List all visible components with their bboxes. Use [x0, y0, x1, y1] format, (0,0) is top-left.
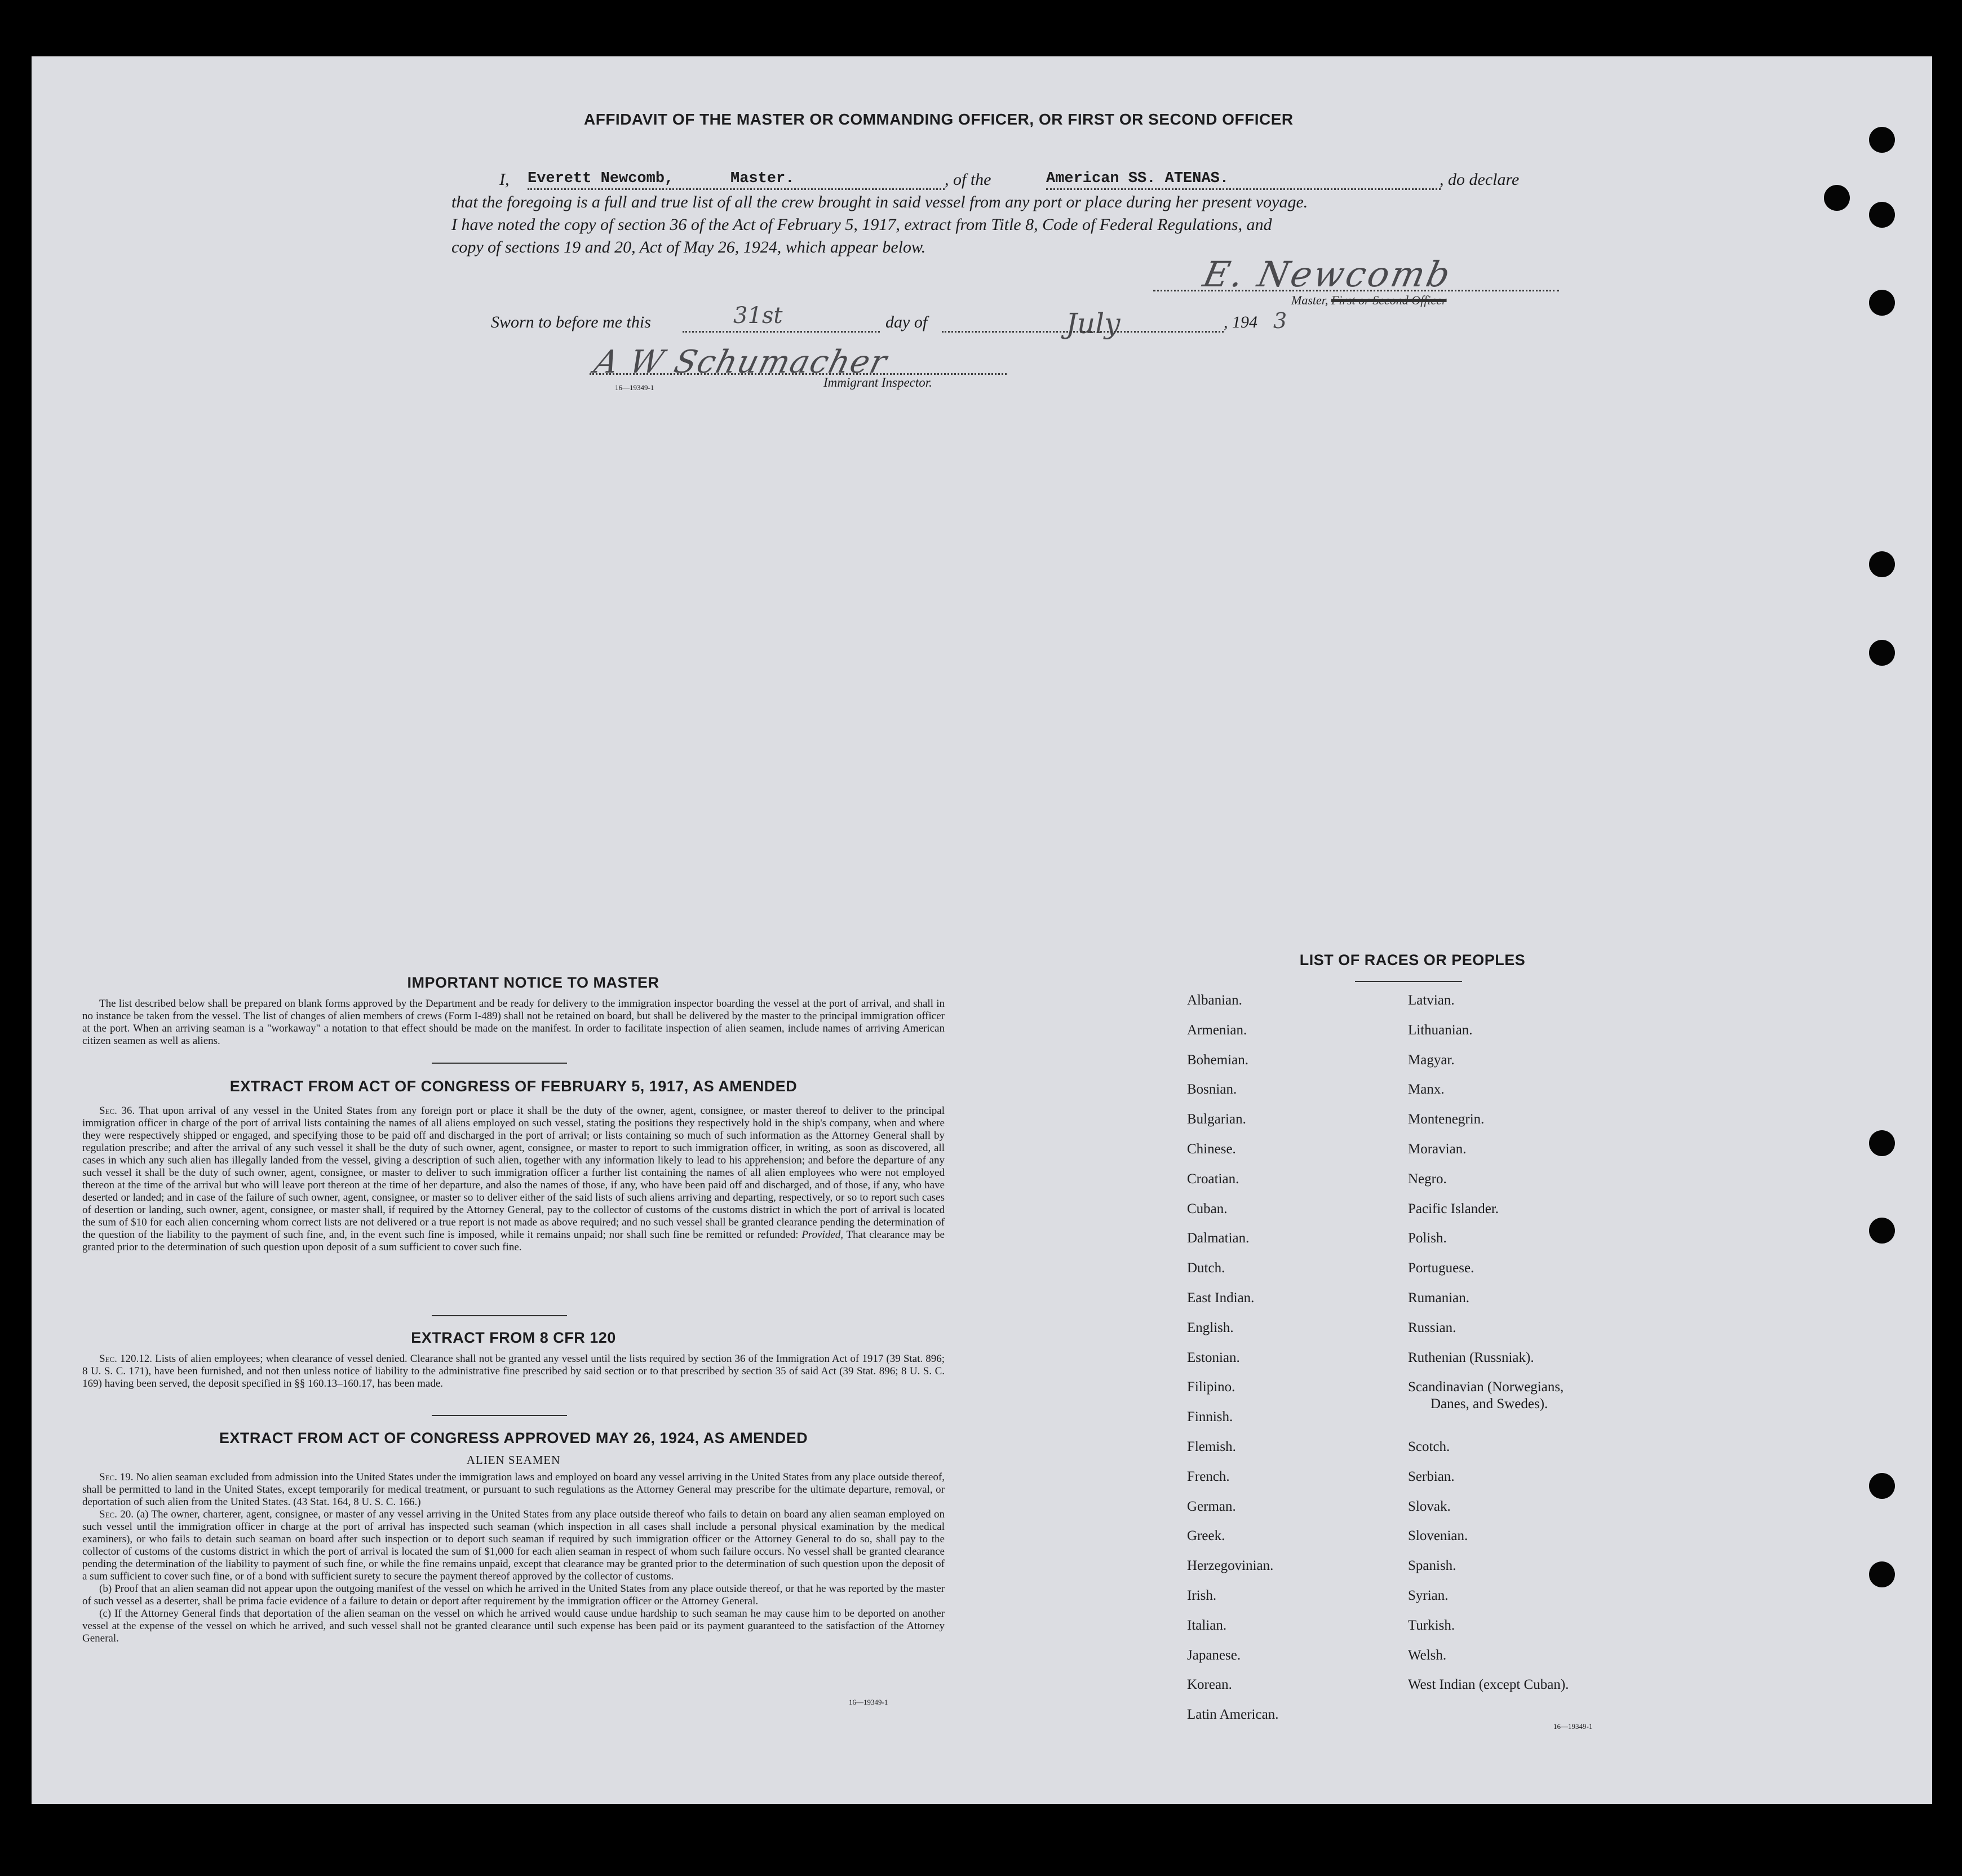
notice-body: [82, 998, 945, 1047]
race-item: Syrian.: [1408, 1587, 1449, 1603]
signature-caption: [1291, 293, 1447, 308]
alien-seamen-subtitle: ALIEN SEAMEN: [466, 1453, 561, 1467]
race-item: Bosnian.: [1187, 1082, 1237, 1098]
section-20c-paragraph: (c) If the Attorney General finds that deportation of the alien seaman on the vessel on which he arrived would cause undue hardship to such seaman he may cause him to be deported on another vessel at the expense of the vessel on which he arrived, and such vessel shall not be granted clearance until such expense has been paid or its payment guaranteed to the satisfaction of the Attorney General.: [82, 1608, 945, 1644]
race-item: Manx.: [1408, 1082, 1445, 1098]
race-item: Danes, and Swedes).: [1430, 1396, 1548, 1412]
extract-1924-body: [82, 1471, 945, 1645]
race-item: Polish.: [1408, 1231, 1447, 1246]
race-item: Korean.: [1187, 1677, 1232, 1693]
race-item: Bulgarian.: [1187, 1112, 1246, 1127]
section-20a-paragraph: [82, 1508, 945, 1583]
struck-officer-caption: First or Second Officer: [1331, 293, 1447, 307]
race-item: East Indian.: [1187, 1290, 1255, 1306]
race-item: Bohemian.: [1187, 1052, 1249, 1068]
race-item: Herzegovinian.: [1187, 1558, 1274, 1574]
race-item: Latin American.: [1187, 1707, 1279, 1723]
punch-hole: [1869, 1561, 1895, 1587]
punch-hole: [1869, 1130, 1895, 1156]
race-item: Japanese.: [1187, 1647, 1241, 1663]
sworn-line: [491, 303, 1336, 347]
document-page: [32, 56, 1932, 1804]
notice-title: IMPORTANT NOTICE TO MASTER: [407, 974, 659, 991]
race-item: Russian.: [1408, 1320, 1456, 1335]
extract-cfr-body: [82, 1353, 945, 1390]
extract-1917-title: EXTRACT FROM ACT OF CONGRESS OF FEBRUARY 5, 1917, AS AMENDED: [229, 1078, 798, 1095]
punch-hole: [1824, 185, 1850, 211]
master-caption: Master,: [1291, 293, 1328, 307]
race-item: Scotch.: [1408, 1439, 1450, 1454]
race-item: Portuguese.: [1408, 1260, 1474, 1276]
races-right-column: [1408, 992, 1569, 1706]
extract-form-number: 16—19349-1: [849, 1698, 888, 1706]
section-20a-text: (a) The owner, charterer, agent, consignee, or master of any vessel arriving in the United States from any place outside thereof who fails to detain on board any alien seaman employed on such vessel until the immigration officer in charge at the port of arrival has inspected such seaman (which inspection in all cases shall include a personal physical examination by the medical examiners), or who fails to detain such seaman on board after such inspection or to deport such seaman if required by such immigration officer or the Attorney General to do so, shall pay to the collector of customs of the customs district in which the port of arrival is located the sum of $1,000 for each alien seaman in respect of whom such failure occurs. No vessel shall be granted clearance pending the determination of the liability to payment of such fine, or while the fine remains unpaid, except that clearance may be granted prior to the determination of such question upon the deposit of a sum sufficient to cover such fine, or of a bond with sufficient surety to secure the payment thereof approved by the collector of customs.: [82, 1508, 945, 1582]
race-item: Welsh.: [1408, 1647, 1447, 1663]
race-item: Scandinavian (Norwegians,: [1408, 1379, 1564, 1395]
race-item: Slovenian.: [1408, 1528, 1468, 1544]
section-36-label: Sec. 36.: [99, 1105, 135, 1117]
section-19-label: Sec. 19.: [99, 1471, 134, 1483]
race-item: Armenian.: [1187, 1022, 1247, 1038]
races-left-column: [1187, 992, 1278, 1736]
vessel-name: American SS. ATENAS.: [1046, 170, 1229, 187]
race-item: Italian.: [1187, 1617, 1227, 1633]
provided-label: Provided,: [801, 1229, 844, 1241]
race-item: Moravian.: [1408, 1141, 1467, 1157]
race-item: Flemish.: [1187, 1439, 1236, 1454]
affidavit-title: AFFIDAVIT OF THE MASTER OR COMMANDING OFFICER, OR FIRST OR SECOND OFFICER: [584, 110, 1294, 128]
day-of-label: day of: [885, 313, 928, 331]
race-item: Slovak.: [1408, 1498, 1451, 1514]
race-item: Ruthenian (Russniak).: [1408, 1350, 1534, 1365]
inspector-caption: Immigrant Inspector.: [823, 375, 932, 390]
race-item: Finnish.: [1187, 1409, 1233, 1425]
race-item: Lithuanian.: [1408, 1022, 1473, 1038]
race-item: West Indian (except Cuban).: [1408, 1677, 1569, 1693]
punch-hole: [1869, 1218, 1895, 1244]
section-19-paragraph: [82, 1471, 945, 1508]
section-120-label: Sec. 120.12.: [99, 1353, 153, 1365]
affidavit-form-number: 16—19349-1: [615, 383, 654, 392]
punch-hole: [1869, 202, 1895, 228]
races-title: LIST OF RACES OR PEOPLES: [1299, 952, 1526, 968]
race-item: Pacific Islander.: [1408, 1201, 1499, 1216]
section-20b-paragraph: (b) Proof that an alien seaman did not appear upon the outgoing manifest of the vessel on which he arrived in the United States from any place outside thereof, or that he was reported by the master of such vessel as a deserter, shall be prima facie evidence of a failure to detain or deport after requirement by the immigration officer or the Attorney General.: [82, 1583, 945, 1607]
race-item: Spanish.: [1408, 1558, 1456, 1574]
race-item: Negro.: [1408, 1171, 1447, 1187]
sworn-month: July: [1066, 307, 1120, 340]
affidavit-i: I,: [499, 170, 510, 189]
race-item: Dalmatian.: [1187, 1231, 1250, 1246]
race-item: Filipino.: [1187, 1379, 1235, 1395]
do-declare-label: , do declare: [1440, 170, 1520, 189]
section-120-paragraph: [82, 1353, 945, 1390]
race-item: Magyar.: [1408, 1052, 1455, 1068]
race-item: Croatian.: [1187, 1171, 1239, 1187]
proviso-text: That clearance may be granted prior to the determination of such question upon deposit of a sum sufficient to cover such fine.: [82, 1229, 945, 1253]
extract-1924-title: EXTRACT FROM ACT OF CONGRESS APPROVED MAY 26, 1924, AS AMENDED: [219, 1430, 808, 1446]
race-item: Irish.: [1187, 1587, 1217, 1603]
year-suffix: 3: [1273, 308, 1287, 333]
affidavit-line1: [499, 170, 1548, 193]
race-item: Turkish.: [1408, 1617, 1455, 1633]
race-item: French.: [1187, 1468, 1230, 1484]
master-rank: Master.: [730, 170, 795, 187]
race-item: Cuban.: [1187, 1201, 1228, 1216]
affidavit-line2: that the foregoing is a full and true list of all the crew brought in said vessel from any port or place during her present voyage.: [451, 193, 1308, 211]
sworn-day: 31st: [733, 303, 783, 329]
master-signature: E. Newcomb: [1199, 254, 1456, 295]
race-item: German.: [1187, 1498, 1236, 1514]
punch-hole: [1869, 127, 1895, 153]
notice-paragraph: The list described below shall be prepared on blank forms approved by the Department and be ready for delivery to the immigration inspector boarding the vessel at the port of arrival, and shall in no instance be taken from the vessel. The list of changes of alien members of crews (Form I-489) shall not be retained on board, but shall be delivered by the master to the principal immigration officer at the port. When an arriving seaman is a "workaway" a notation to that effect should be made on the manifest. In order to facilitate inspection of alien seamen, include names of arriving American citizen seamen as well as aliens.: [82, 998, 945, 1047]
extract-cfr-title: EXTRACT FROM 8 CFR 120: [411, 1329, 616, 1346]
sworn-label: Sworn to before me this: [491, 313, 651, 331]
section-36-text: That upon arrival of any vessel in the United States from any foreign port or place it shall be the duty of the owner, agent, consignee, or master thereof to deliver to the principal immigration officer in charge of the port of arrival lists containing the names of all aliens employed on such vessel, stating the positions they respectively hold in the ship's company, when and where they were respectively shipped or engaged, and specifying those to be paid off and discharged in the port of arrival; or lists containing so much of such information as the Attorney General shall by regulation prescribe; and after the arrival of any such vessel it shall be the duty of such owner, agent, consignee, or master to report to such immigration officer, in writing, as soon as discovered, all cases in which any such alien has illegally landed from the vessel, giving a description of such alien, together with any information likely to lead to his apprehension; and before the departure of any such vessel it shall be the duty of such owner, agent, consignee, or master to deliver to such immigration officer a further list containing the names of all alien employees who were not employed thereon at the time of the arrival but who will leave port thereon at the time of her departure, and also the names of those, if any, who have been paid off and discharged, and of those, if any, who have deserted or landed; and in case of the failure of such owner, agent, consignee, or master so to deliver either of the said lists of such aliens arriving and departing, respectively, or so to report such cases of desertion or landing, such owner, agent, consignee, or master shall, if required by the Attorney General, pay to the collector of customs of the customs district in which the port of arrival is located the sum of $10 for each alien concerning whom correct lists are not delivered or a true report is not made as above required; and no such vessel shall be granted clearance pending the determination of the question of the liability to the payment of such fine, and, in the event such fine is imposed, while it remains unpaid; nor shall such fine be remitted or refunded:: [82, 1105, 945, 1241]
race-item: Serbian.: [1408, 1468, 1455, 1484]
punch-hole: [1869, 1473, 1895, 1499]
section-20-label: Sec. 20.: [99, 1508, 134, 1520]
race-item: Estonian.: [1187, 1350, 1240, 1365]
affidavit-line3: I have noted the copy of section 36 of the Act of February 5, 1917, extract from Title 8, Code of Federal Regulations, and: [451, 215, 1272, 234]
affidavit-line4: copy of sections 19 and 20, Act of May 26, 1924, which appear below.: [451, 238, 926, 256]
race-item: Dutch.: [1187, 1260, 1225, 1276]
race-item: Rumanian.: [1408, 1290, 1470, 1306]
master-name: Everett Newcomb,: [528, 170, 674, 187]
extract-1917-body: [82, 1105, 945, 1254]
race-item: Albanian.: [1187, 993, 1242, 1008]
of-the-label: , of the: [945, 170, 991, 189]
races-form-number: 16—19349-1: [1553, 1722, 1593, 1731]
race-item: Chinese.: [1187, 1141, 1236, 1157]
punch-hole: [1869, 640, 1895, 666]
race-item: English.: [1187, 1320, 1234, 1335]
section-19-text: No alien seaman excluded from admission into the United States under the immigration laws and employed on board any vessel arriving in the United States from any place outside thereof, shall be permitted to land in the United States, except temporarily for medical treatment, or pursuant to such regulations as the Attorney General may prescribe for the ultimate departure, removal, or deportation of such alien from the United States. (43 Stat. 164, 8 U. S. C. 166.): [82, 1471, 945, 1508]
section-36-paragraph: [82, 1105, 945, 1254]
race-item: Latvian.: [1408, 993, 1455, 1008]
punch-hole: [1869, 290, 1895, 316]
year-prefix: , 194: [1224, 313, 1257, 331]
race-item: Greek.: [1187, 1528, 1225, 1544]
race-item: Montenegrin.: [1408, 1112, 1485, 1127]
punch-hole: [1869, 551, 1895, 577]
section-120-text: Lists of alien employees; when clearance of vessel denied. Clearance shall not be granted any vessel until the lists required by section 36 of the Immigration Act of 1917 (39 Stat. 896; 8 U. S. C. 171), have been furnished, and not then unless notice of liability to the administrative fine prescribed by said section or to that prescribed by section 35 of said Act (39 Stat. 896; 8 U. S. C. 169) having been served, the deposit specified in §§ 160.13–160.17, has been made.: [82, 1353, 945, 1390]
inspector-signature: A W Schumacher: [590, 344, 892, 380]
